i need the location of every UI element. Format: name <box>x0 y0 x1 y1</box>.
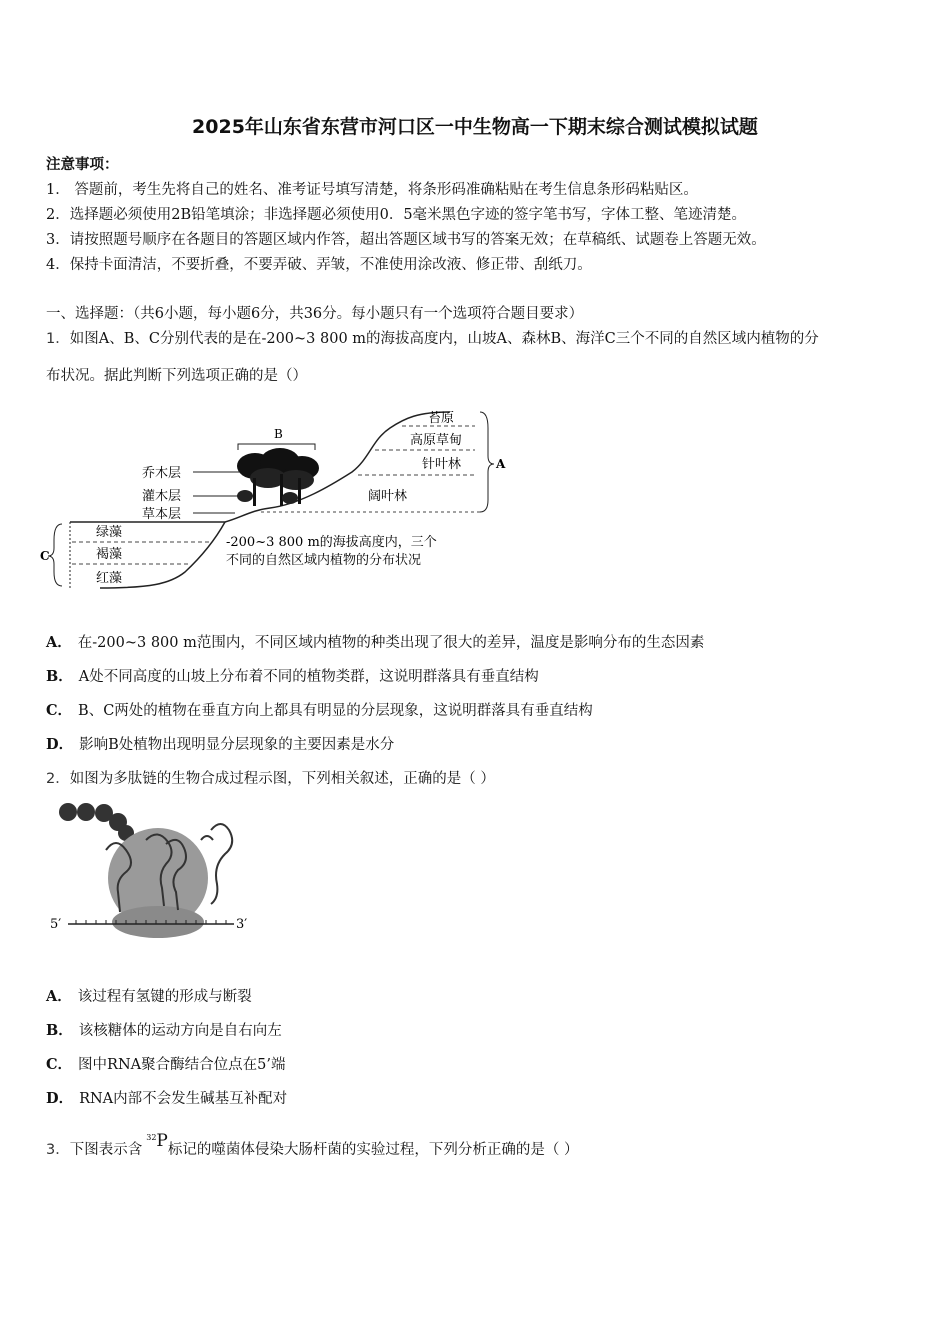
option-text: 该核糖体的运动方向是自右向左 <box>78 1023 282 1039</box>
notice-item: 2．选择题必须使用2B铅笔填涂；非选择题必须使用0．5毫米黑色字迹的签字笔书写，字体工整、笔迹清楚。 <box>46 207 747 223</box>
option-key: C． <box>46 1056 73 1073</box>
notice-item: 3．请按照题号顺序在各题目的答题区域内作答，超出答题区域书写的答案无效；在草稿纸、试题卷上答题无效。 <box>46 232 766 248</box>
label-conifer: 针叶林 <box>422 457 462 472</box>
isotope-mass: 32 <box>146 1133 157 1142</box>
option-key: B． <box>46 1022 73 1039</box>
label-b: B <box>274 427 283 441</box>
question-text: 如图A、B、C分别代表的是在-200~3 800 m的海拔高度内，山坡A、森林B、海洋C三个不同的自然区域内植物的分 <box>69 331 819 347</box>
notice-item: 1． 答题前，考生先将自己的姓名、准考证号填写清楚，将条形码准确粘贴在考生信息条形码粘贴区。 <box>46 182 698 198</box>
translation-figure <box>46 800 266 950</box>
option-c[interactable] <box>46 699 593 720</box>
vegetation-distribution-figure <box>40 400 520 600</box>
notice-heading: 注意事项： <box>46 156 119 173</box>
option-a[interactable] <box>46 631 704 652</box>
label-herb-layer: 草本层 <box>142 507 182 522</box>
question-1 <box>46 327 819 348</box>
label-tree-layer: 乔木层 <box>142 466 182 481</box>
option-text: RNA内部不会发生碱基互补配对 <box>79 1091 288 1107</box>
label-meadow: 高原草甸 <box>410 433 463 448</box>
option-c[interactable] <box>46 1053 285 1074</box>
option-text: 影响B处植物出现明显分层现象的主要因素是水分 <box>79 737 395 753</box>
option-key: D． <box>46 1090 74 1107</box>
label-tundra: 苔原 <box>428 411 455 426</box>
label-green-algae: 绿藻 <box>96 525 123 540</box>
question-text: 如图为多肽链的生物合成过程示图，下列相关叙述，正确的是（ ） <box>69 771 495 787</box>
option-key: A． <box>46 988 72 1005</box>
amino-acid-bead <box>59 803 77 821</box>
question-1-continued: 布状况。据此判断下列选项正确的是（） <box>46 368 307 384</box>
label-shrub-layer: 灌木层 <box>142 489 182 504</box>
option-b[interactable] <box>46 1019 282 1040</box>
bracket-a <box>480 412 494 512</box>
option-d[interactable] <box>46 733 394 754</box>
trna <box>211 824 232 904</box>
figure-caption: 不同的自然区域内植物的分布状况 <box>226 553 422 568</box>
question-number: 2． <box>46 771 70 787</box>
label-a: A <box>496 457 506 471</box>
option-text: 图中RNA聚合酶结合位点在5’端 <box>78 1057 286 1073</box>
label-5-prime: 5′ <box>50 917 62 932</box>
label-broadleaf: 阔叶林 <box>368 489 408 504</box>
option-b[interactable] <box>46 665 539 686</box>
question-3 <box>46 1133 578 1159</box>
label-3-prime: 3′ <box>236 917 248 932</box>
question-text: 下图表示含 <box>69 1142 143 1158</box>
option-key: A． <box>46 634 72 651</box>
bracket-c <box>48 524 62 586</box>
amino-acid-bead <box>77 803 95 821</box>
option-key: C． <box>46 702 73 719</box>
option-text: 在-200~3 800 m范围内，不同区域内植物的种类出现了很大的差异，温度是影响分布的生态因素 <box>77 635 705 651</box>
option-text: B、C两处的植物在垂直方向上都具有明显的分层现象，这说明群落具有垂直结构 <box>78 703 593 719</box>
question-number: 3． <box>46 1142 70 1158</box>
figure-caption: -200~3 800 m的海拔高度内，三个 <box>226 535 437 550</box>
option-key: B． <box>46 668 73 685</box>
label-red-algae: 红藻 <box>96 571 123 586</box>
option-text: A处不同高度的山坡上分布着不同的植物类群，这说明群落具有垂直结构 <box>78 669 539 685</box>
question-2 <box>46 767 495 788</box>
option-text: 该过程有氢键的形成与断裂 <box>77 989 252 1005</box>
question-text: 标记的噬菌体侵染大肠杆菌的实验过程，下列分析正确的是（ ） <box>167 1142 579 1158</box>
notice-item: 4．保持卡面清洁，不要折叠，不要弄破、弄皱，不准使用涂改液、修正带、刮纸刀。 <box>46 257 592 273</box>
label-c: C <box>40 549 50 563</box>
option-a[interactable] <box>46 985 252 1006</box>
option-key: D． <box>46 736 74 753</box>
option-d[interactable] <box>46 1087 287 1108</box>
page-title: 2025年山东省东营市河口区一中生物高一下期末综合测试模拟试题 <box>192 116 758 138</box>
section-heading: 一、选择题：（共6小题，每小题6分，共36分。每小题只有一个选项符合题目要求） <box>46 306 584 322</box>
label-brown-algae: 褐藻 <box>96 547 123 562</box>
question-number: 1． <box>46 331 70 347</box>
isotope-element: P <box>156 1131 168 1151</box>
